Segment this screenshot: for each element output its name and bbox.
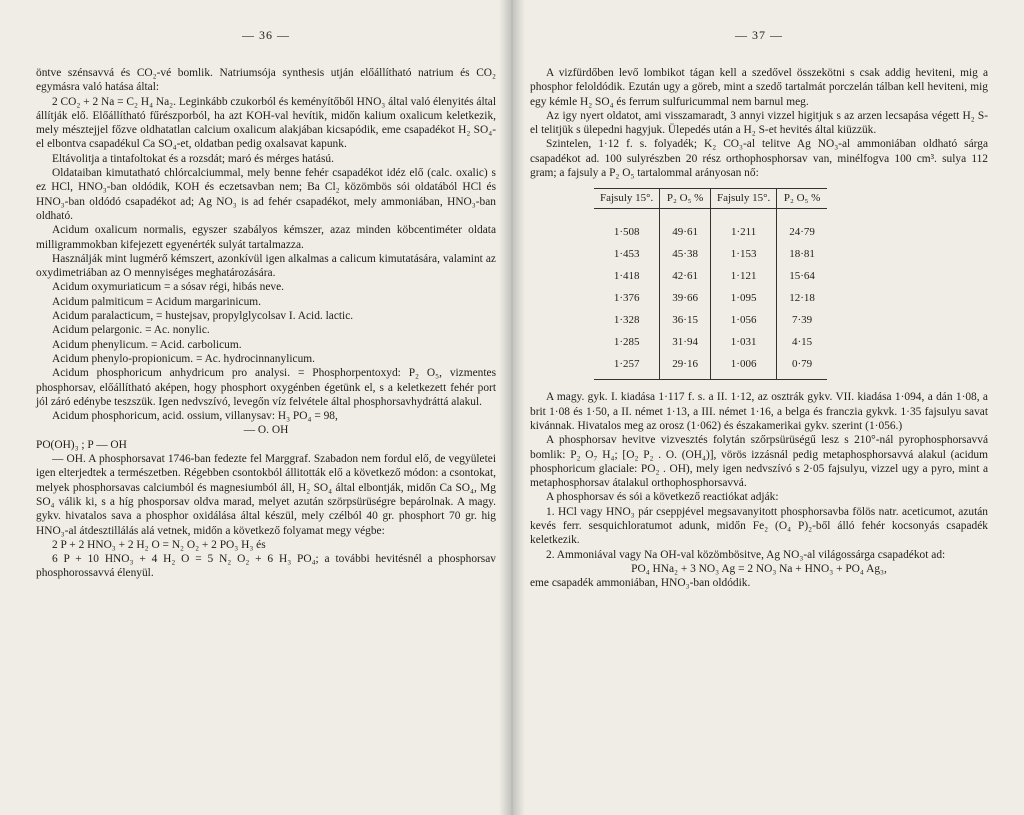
entry-acidum-palmiticum: Acidum palmiticum = Acidum margarinicum. [52, 295, 261, 308]
paragraph: A phosphorsav és sói a következő reactiókat adják: [546, 491, 779, 504]
paragraph: Használják mint lugmérő kémszert, azonkívül igen alkalmas a calicum kimutatására, valamint az oxydimetriában az O mennyiséges meghatározására. [36, 252, 496, 280]
paragraph: Szintelen, 1·12 f. s. folyadék; K₂ CO₃-al telitve Ag NO₃-al ammoniában oldható sárga csapadékot ad. 100 sulyrészben 20 rész orthophosphorsav van, minélfogva 100 cm³. sulya 112 gram; a fajsuly a P₂ O₅ tartalommal arányosan nő: [530, 138, 988, 180]
reaction-2: 2. Ammoniával vagy Na OH-val közömbösitve, Ag NO₃-al világossárga csapadékot ad: [546, 548, 946, 561]
table-cell: 39·66 [660, 287, 711, 309]
table-cell: 1·056 [710, 309, 776, 331]
equation: 2 P + 2 HNO₃ + 2 H₂ O = N₂ O₂ + 2 PO₃ H₃ és [52, 538, 266, 551]
table-cell: 45·38 [660, 243, 711, 265]
text-after-table [530, 390, 988, 590]
table-cell: 36·15 [660, 309, 711, 331]
table-cell: 29·16 [660, 353, 711, 380]
table-row [594, 265, 827, 287]
table-cell: 1·211 [710, 209, 776, 244]
page-number-left: — 36 — [242, 28, 290, 42]
paragraph: A vizfürdőben levő lombikot tágan kell a szedővel összekötni s csak addig heviteni, mig a phosphor feloldódik. Ezután ugy a göreb, mint a szedő tartalmát porczelán tálban kell heviteni, mig egy kémle H₂ SO₄ és ferrum sulfuricummal nem barnul meg. [530, 67, 988, 108]
table-row [594, 331, 827, 353]
table-cell: 1·285 [613, 336, 640, 349]
table-cell: 1·006 [710, 353, 776, 380]
page-number-right: — 37 — [735, 28, 783, 42]
table-cell: 1·376 [613, 292, 640, 305]
entry-acidum-phosphoricum: Acidum phosphoricum, acid. ossium, villanysav: H₃ PO₄ = 98, [52, 410, 338, 423]
table-cell: 18·81 [777, 243, 827, 265]
table-row [594, 287, 827, 309]
paragraph: A magy. gyk. I. kiadása 1·117 f. s. a II. 1·12, az osztrák gykv. VII. kiadása 1·094, a dán 1·08, a brit 1·08 és 1·50, a II. német 1·13, a III. német 1·16, a belga és franczia gykvk. 1·35 fajsulyu savat kivánnak. Hivatalos meg az orosz (1·062) és északamerikai gykv. szerint (1·056.) [530, 391, 988, 432]
table-cell: 1·418 [613, 270, 640, 283]
paragraph: öntve szénsavvá és CO₂-vé bomlik. Natriumsója synthesis utján előállítható natrium és CO₂ egymásra való hatása által: [36, 67, 496, 94]
paragraph: 2 CO₂ + 2 Na = C₂ H₄ Na₂. Leginkább czukorból és keményítőből HNO₃ által való élenyités által állítják elő. Előállítható fűrészporból, ha azt KOH-val hevítik, midőn kalium oxalicum keletkezik, mely mésztejjel főzve oldhatatlan calcium oxalicum alakjában kicsapódik, eme csapadékot H₂ SO₄-el elbontva csapadékul Ca SO₄-et, oldatban pedig oxalsavat kapunk. [36, 95, 496, 151]
entry-acidum-oxymuriaticum: Acidum oxymuriaticum = a sósav régi, hibás neve. [52, 281, 284, 294]
right-page [512, 0, 1024, 815]
entry-acidum-phenylicum: Acidum phenylicum. = Acid. carbolicum. [52, 338, 242, 351]
table-cell: 24·79 [777, 209, 827, 244]
paragraph: eme csapadék ammoniában, HNO₃-ban oldódik. [530, 577, 751, 590]
entry-acidum-oxalicum-normalis: Acidum oxalicum normalis, egyszer szabályos kémszer, azaz minden köbcentiméter oldata milligrammokban kifejezett egyenérték sulyát tartalmazza. [36, 224, 496, 251]
paragraph: Az igy nyert oldatot, ami visszamaradt, 3 annyi vizzel higitjuk s az arzen lecsapása végett H₂ S-el telitjük s ülepedni hagyjuk. Ülepedés után a H₂ S-et hevités által kiüzzük. [530, 109, 988, 137]
table-header: P₂ O₅ % [660, 189, 711, 209]
table-cell: 1·328 [613, 314, 640, 327]
paragraph: Oldataiban kimutatható chlórcalciummal, mely benne fehér csapadékot idéz elő (calc. oxalic) s ez HCl, HNO₃-ban oldódik, KOH és eczetsavban nem; Ba Cl₂ közömbös sói oldatából HCl és HNO₃-ban oldódó csapadékot ad; Ag NO₃ is ad fehér csapadékot, mely ammoniában, HNO₃-ban oldható. [36, 167, 496, 222]
table-cell: 49·61 [660, 209, 711, 244]
table-cell: 1·031 [710, 331, 776, 353]
table-cell: 7·39 [777, 309, 827, 331]
equation: PO₄ HNa₂ + 3 NO₃ Ag = 2 NO₃ Na + HNO₃ + PO₄ Ag₃, [631, 562, 887, 575]
table-cell: 31·94 [660, 331, 711, 353]
table-cell: 1·453 [613, 248, 640, 261]
entry-acidum-phenylo-propionicum: Acidum phenylo-propionicum. = Ac. hydrocinnanylicum. [52, 352, 315, 365]
formula-line: — O. OH [243, 424, 289, 437]
table-cell: 12·18 [777, 287, 827, 309]
table-cell: 1·121 [710, 265, 776, 287]
table-cell: 42·61 [660, 265, 711, 287]
table-cell: 1·508 [613, 226, 640, 239]
equation: 6 P + 10 HNO₃ + 4 H₂ O = 5 N₂ O₂ + 6 H₃ PO₄; a további hevitésnél a phosphorsav phosphorossavvá élenyül. [36, 553, 496, 580]
entry-acidum-paralacticum: Acidum paralacticum, = hustejsav, propylglycolsav I. Acid. lactic. [52, 310, 354, 323]
table-header-row [594, 189, 827, 209]
paragraph: Eltávolitja a tintafoltokat és a rozsdát; maró és mérges hatású. [52, 152, 334, 165]
specific-gravity-table [594, 188, 827, 380]
table-header: Fajsuly 15°. [710, 189, 776, 209]
paragraph: — OH. A phosphorsavat 1746-ban fedezte fel Marggraf. Szabadon nem fordul elő, de vegyületei igen elterjedtek a természetben. Régebben csontokból állitották elő a következő módon: a csontokat, melyek phosphorsavas calciumból és magnesiumból áll, H₂ SO₄ által elbontják, midőn Ca SO₄, Mg SO₄ válik ki, s a híg phosporsav oldva marad, melyet azután szörpsürüségre bepárolnak. A magy. gykv. hivatalos sava a phosphor oxidálása által készül, mely czélból 40 gr. phosphort 70 gr. hig HNO₃-al átdesztillálás alá vetnek, midőn a következő folyamat megy végbe: [36, 453, 496, 537]
table-row [594, 243, 827, 265]
book-gutter [499, 0, 525, 815]
table-cell: 4·15 [777, 331, 827, 353]
table-cell: 15·64 [777, 265, 827, 287]
table-header: P₂ O₅ % [777, 189, 827, 209]
table-row [594, 209, 827, 244]
paragraph: A phosphorsav hevitve vizvesztés folytán szőrpsürüségű lesz s 210°-nál pyrophosphorsavvá bomlik: P₂ O₇ H₄; [O₂ P₂ . O. (OH₄)], vörös izzásnál pedig metaphosphorsavvá alakul (acidum phosphoricum glaciale: PO₂ . OH), mely igen nedvszívó s 2·05 fajsulyu, vizzel ugy a pyro, mint a metaphosphorsav átalakul orthophosphorsavvá. [530, 434, 988, 490]
entry-acidum-pelargonic: Acidum pelargonic. = Ac. nonylic. [52, 324, 210, 337]
reaction-1: 1. HCl vagy HNO₃ pár cseppjével megsavanyitott phosphorsavba fölös natr. aceticumot, azután kevés ferr. sesquichloratumot adunk, midőn Fe₂ (O₄ P)₂-ből álló fehér kocsonyás csapadék keletkezik. [530, 505, 988, 547]
formula-line: PO(OH)₃ ; P — OH [36, 438, 127, 451]
table-cell: 1·095 [710, 287, 776, 309]
table-cell: 1·153 [710, 243, 776, 265]
table-row [594, 309, 827, 331]
table-cell: 1·257 [594, 353, 660, 380]
table-row [594, 353, 827, 380]
table-cell: 0·79 [777, 353, 827, 380]
table-header: Fajsuly 15°. [594, 189, 660, 209]
entry-acidum-phosphoricum-anhydricum: Acidum phosphoricum anhydricum pro analysi. = Phosphorpentoxyd: P₂ O₅, vizmentes phosphorsav, előállítható aképen, hogy phosphort oxygénben égetünk el, s a keletkezett fehér port jól záró edénybe teszszük. Igen nedvszívó, levegőn víz felvétele által phosphorsavhydráttá alakul. [36, 367, 496, 408]
